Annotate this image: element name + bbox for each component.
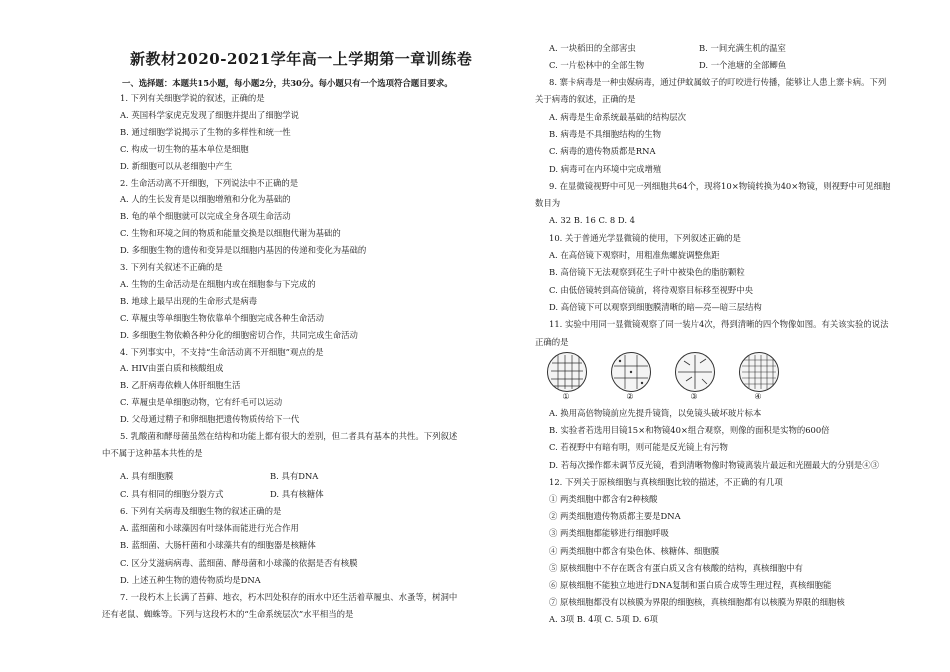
option-text: D. 具有核糖体	[270, 488, 324, 499]
microscope-figure	[543, 352, 893, 400]
text-line: 11. 实验中用同一显微镜观察了同一装片4次，得到清晰的四个物像如图。有关该实验的说法	[549, 319, 889, 330]
text-line: 数目为	[535, 198, 561, 209]
option-text: C. 一片松林中的全部生物	[549, 60, 645, 70]
figure-label-3: ③	[690, 392, 698, 401]
option-text: B. 一间充满生机的温室	[699, 43, 786, 53]
text-line: D. 病毒可在内环境中完成增殖	[549, 163, 662, 174]
text-line: A. 蓝细菌和小球藻因有叶绿体而能进行光合作用	[120, 523, 299, 534]
text-line: 中不属于这种基本共性的是	[102, 447, 203, 458]
text-line: C. 病毒的遗传物质都是RNA	[549, 146, 656, 157]
text-line: ① 两类细胞中都含有2种核酸	[549, 494, 658, 504]
text-line: 4. 下列事实中，不支持“生命活动离不开细胞”观点的是	[120, 346, 324, 357]
text-line: D. 若每次操作都未调节反光镜，看到清晰物像时物镜离装片最远和光圈最大的分别是④③	[549, 459, 879, 470]
text-line: B. 通过细胞学说揭示了生物的多样性和统一性	[120, 126, 291, 137]
text-line: A. 病毒是生命系统最基础的结构层次	[549, 111, 686, 122]
figure-label-2: ②	[626, 392, 634, 401]
text-line: ⑤ 原核细胞中不存在既含有蛋白质又含有核酸的结构，真核细胞中有	[549, 562, 803, 573]
text-line: 12. 下列关于原核细胞与真核细胞比较的描述，不正确的有几项	[549, 476, 783, 487]
microscope-view-3	[675, 352, 715, 392]
text-line: 6. 下列有关病毒及细胞生物的叙述正确的是	[120, 506, 282, 516]
text-line: D. 新细胞可以从老细胞中产生	[120, 160, 233, 171]
text-line: 1. 下列有关细胞学说的叙述，正确的是	[120, 93, 265, 103]
figure-label-4: ④	[754, 392, 762, 401]
text-line: 正确的是	[535, 336, 569, 347]
section-heading: 一、选择题：本题共15小题，每小题2分，共30分。每小题只有一个选项符合题目要求。	[122, 78, 453, 88]
text-line: A. 3项 B. 4项 C. 5项 D. 6项	[549, 614, 658, 625]
text-line: 3. 下列有关叙述不正确的是	[120, 262, 223, 272]
text-line: C. 构成一切生物的基本单位是细胞	[120, 143, 249, 154]
text-line: C. 草履虫是单细胞动物，它有纤毛可以运动	[120, 397, 283, 408]
text-line: B. 蓝细菌、大肠杆菌和小球藻共有的细胞器是核糖体	[120, 540, 316, 551]
text-line: A. 换用高倍物镜前应先提升镜筒，以免镜头破坏玻片标本	[549, 408, 762, 418]
text-line: B. 地球上最早出现的生命形式是病毒	[120, 295, 258, 306]
page-title: 新教材2020-2021学年高一上学期第一章训练卷	[130, 50, 473, 68]
text-line: B. 高倍镜下无法观察到花生子叶中被染色的脂肪颗粒	[549, 267, 745, 278]
text-line: C. 生物和环境之间的物质和能量交换是以细胞代谢为基础的	[120, 228, 341, 239]
text-line: A. 在高倍镜下观察时，用粗准焦螺旋调整焦距	[549, 250, 720, 260]
figure-label-1: ①	[562, 392, 570, 401]
text-line: ⑦ 原核细胞都没有以核膜为界限的细胞核，真核细胞都有以核膜为界限的细胞核	[549, 597, 845, 608]
text-line: B. 龟的单个细胞就可以完成全身各项生命活动	[120, 211, 291, 222]
microscope-view-4	[739, 352, 779, 392]
text-line: 还有老鼠、蜘蛛等。下列与这段朽木的“生命系统层次”水平相当的是	[102, 609, 354, 620]
text-line: 关于病毒的叙述，正确的是	[535, 94, 636, 105]
text-line: A. HIV由蛋白质和核酸组成	[120, 363, 224, 374]
text-line: 7. 一段朽木上长满了苔藓、地衣，朽木凹处积存的雨水中还生活着草履虫、水蚤等，树洞中	[120, 592, 458, 602]
text-line: 5. 乳酸菌和酵母菌虽然在结构和功能上都有很大的差别，但二者具有基本的共性。下列叙述	[120, 431, 458, 441]
text-line: A. 生物的生命活动是在细胞内或在细胞参与下完成的	[120, 278, 316, 289]
option-text: C. 具有相同的细胞分裂方式	[120, 488, 224, 499]
text-line: C. 由低倍镜转到高倍镜前，将待观察目标移至视野中央	[549, 284, 754, 295]
text-line: C. 草履虫等单细胞生物依靠单个细胞完成各种生命活动	[120, 312, 325, 323]
microscope-view-1	[547, 352, 587, 392]
text-line: D. 父母通过精子和卵细胞把遗传物质传给下一代	[120, 414, 300, 425]
text-line: 8. 寨卡病毒是一种虫媒病毒，通过伊蚊属蚊子的叮咬进行传播，能够让人患上寨卡病。下列	[549, 77, 887, 87]
text-line: B. 实验者若选用目镜15×和物镜40×组合观察，则像的面积是实物的600倍	[549, 425, 830, 436]
text-line: A. 英国科学家虎克发现了细胞并提出了细胞学说	[120, 109, 299, 120]
text-line: ⑥ 原核细胞不能独立地进行DNA复制和蛋白质合成等生理过程，真核细胞能	[549, 580, 832, 590]
text-line: D. 高倍镜下可以观察到细胞膜清晰的暗—亮—暗三层结构	[549, 301, 762, 312]
microscope-view-2	[611, 352, 651, 392]
text-line: D. 上述五种生物的遗传物质均是DNA	[120, 574, 261, 585]
option-text: A. 具有细胞膜	[120, 471, 174, 481]
text-line: B. 病毒是不具细胞结构的生物	[549, 128, 661, 139]
option-text: B. 具有DNA	[270, 471, 319, 481]
text-line: D. 多细胞生物依赖各种分化的细胞密切合作，共同完成生命活动	[120, 329, 358, 340]
text-line: B. 乙肝病毒依赖人体肝细胞生活	[120, 380, 241, 391]
text-line: C. 区分艾滋病病毒、蓝细菌、酵母菌和小球藻的依据是否有核膜	[120, 557, 358, 568]
option-text: A. 一块稻田的全部害虫	[549, 43, 636, 53]
text-line: ④ 两类细胞中都含有染色体、核糖体、细胞膜	[549, 545, 720, 556]
text-line: ③ 两类细胞都能够进行细胞呼吸	[549, 528, 669, 539]
text-line: A. 32 B. 16 C. 8 D. 4	[549, 215, 635, 226]
text-line: 9. 在显微镜视野中可见一列细胞共64个，现将10×物镜转换为40×物镜，则视野中可见细胞	[549, 180, 891, 191]
text-line: C. 若视野中有暗有明，则可能是反光镜上有污物	[549, 442, 728, 453]
text-line: 2. 生命活动离不开细胞，下列说法中不正确的是	[120, 177, 299, 188]
text-line: ② 两类细胞遗传物质都主要是DNA	[549, 511, 681, 522]
text-line: 10. 关于普通光学显微镜的使用，下列叙述正确的是	[549, 232, 741, 243]
text-line: D. 多细胞生物的遗传和变异是以细胞内基因的传递和变化为基础的	[120, 245, 367, 256]
option-text: D. 一个池塘的全部鲫鱼	[699, 60, 787, 70]
text-line: A. 人的生长发育是以细胞增殖和分化为基础的	[120, 194, 291, 205]
